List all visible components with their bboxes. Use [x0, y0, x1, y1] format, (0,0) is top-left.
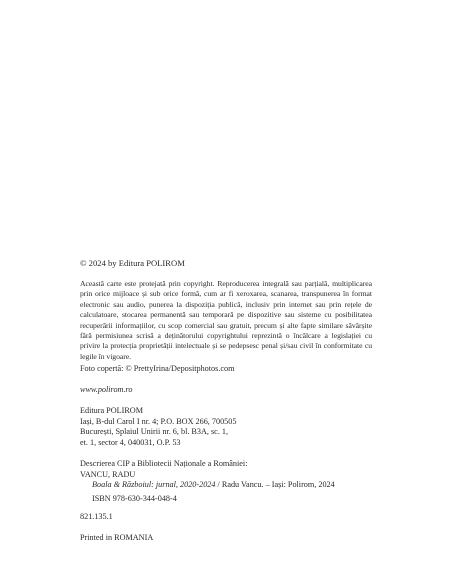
cip-heading: Descrierea CIP a Bibliotecii Naționale a României:: [80, 459, 248, 468]
publisher-address-block: [80, 406, 372, 448]
printed-in: Printed in ROMANIA: [80, 533, 154, 542]
legal-notice: Această carte este protejată prin copyright. Reproducerea integrală sau parțială, multiplicarea prin orice mijloace și sub orice formă, cum ar fi xeroxarea, scanarea, transpunerea în format electronic sau audio, punerea la dispoziția publică, inclusiv prin internet sau prin rețele de calculatoare, stocarea permanentă sau temporară pe dispozitive sau sisteme cu posibilitatea recuperării informațiilor, cu scop comercial sau gratuit, precum și alte fapte similare săvârșite fără permisiunea scrisă a deținătorului copyrightului reprezintă o încălcare a legislației cu privire la protecția proprietății intelectuale și se pedepsesc penal și/sau civil în conformitate cu legile în vigoare.: [80, 279, 372, 361]
classification-code: 821.135.1: [80, 512, 113, 521]
cip-credits: / Radu Vancu. – Iași: Polirom, 2024: [215, 480, 335, 490]
cip-book-title: Boala & Războiul: jurnal, 2020-2024: [92, 480, 216, 490]
copyright-line: © 2024 by Editura POLIROM: [80, 258, 185, 268]
publisher-website: www.polirom.ro: [80, 385, 133, 394]
cip-block: [80, 459, 372, 504]
cip-title-line: [80, 480, 372, 491]
publisher-address-line: Iași, B-dul Carol I nr. 4; P.O. BOX 266, 700505: [80, 416, 237, 426]
cover-photo-credit: Foto copertă: © PrettyIrina/Depositphotos.com: [80, 364, 235, 373]
cip-author: VANCU, RADU: [80, 469, 136, 479]
publisher-name: Editura POLIROM: [80, 406, 143, 415]
publisher-address-line: et. 1, sector 4, 040031, O.P. 53: [80, 437, 181, 447]
cip-isbn: ISBN 978-630-344-048-4: [92, 493, 177, 503]
publisher-address-line: București, Splaiul Unirii nr. 6, bl. B3A, sc. 1,: [80, 427, 229, 437]
